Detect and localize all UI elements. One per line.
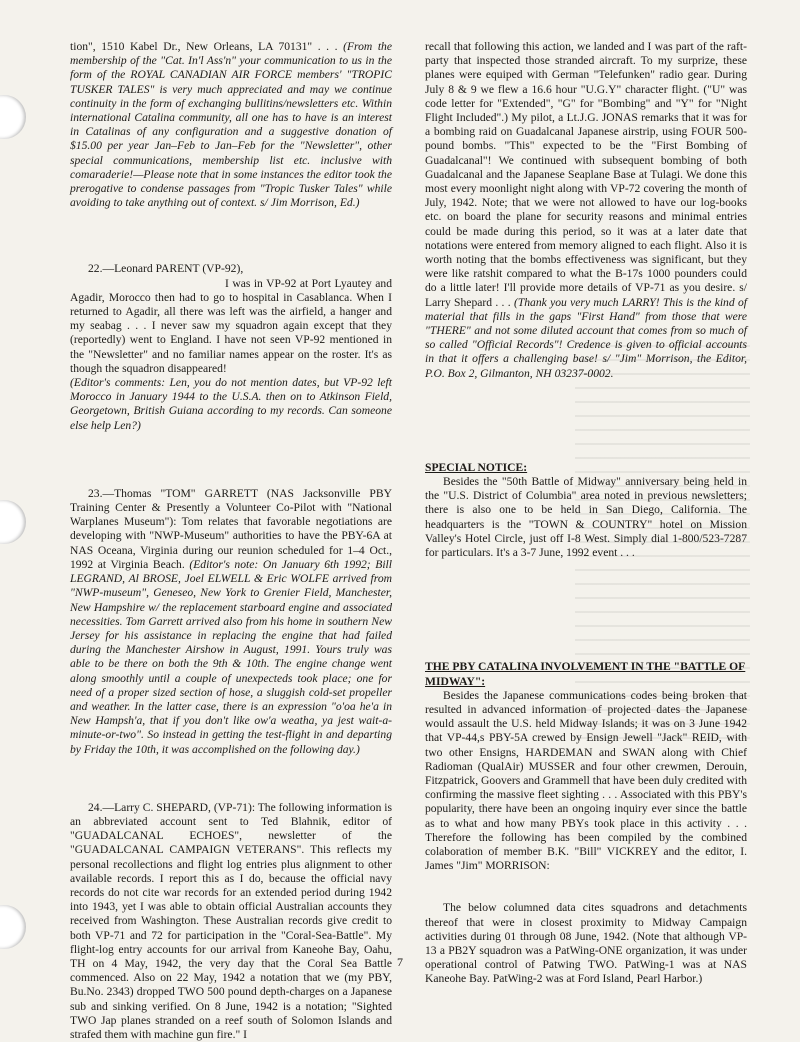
entry-24 <box>70 801 392 1042</box>
special-notice-body: Besides the "50th Battle of Midway" anniversary being held in the "U.S. District of Columbia" area noted in previous newsletters; there is also one to be held in San Diego, California. The headquarters is the "TOWN & COUNTRY" hotel on Mission Valley's Hotel Circle, just off I-8 West. Simply dial 1-800/523-7287 for particulars. It's a 3-7 June, 1992 event . . . <box>425 475 747 560</box>
midway-section <box>425 660 747 986</box>
entry-23 <box>70 487 392 757</box>
binder-hole-top <box>0 95 26 139</box>
special-notice-heading: SPECIAL NOTICE: <box>425 460 528 474</box>
page-number: 7 <box>397 955 403 969</box>
midway-heading: THE PBY CATALINA INVOLVEMENT IN THE "BATTLE OF MIDWAY": <box>425 660 746 688</box>
entry-24-continued <box>425 40 747 381</box>
binder-hole-bottom <box>0 905 26 949</box>
entry-22-heading: 22.—Leonard PARENT (VP-92), <box>88 262 244 276</box>
special-notice-section <box>425 461 747 560</box>
entry-24-body: 24.—Larry C. SHEPARD, (VP-71): The following information is an abbreviated account sent to Ted Blahnik, editor of "GUADALCANAL ECHOES", newsletter of the "GUADALCANAL CAMPAIGN VETERANS". This reflects my personal recollections and flight log entries plus alignment to other available records. I report this as I do, because the official navy records do not cite war records for an extended period during 1942 into 1943, yet I was able to obtain official Australian accounts they received from Washington. These Australian records give credit to both VP-71 and 72 for participation in the "Coral-Sea-Battle". My flight-log entry accounts for our arrival from Kaneohe Bay, Oahu, TH on 4 May, 1942, the very day that the Coral Sea Battle commenced. Also on 22 May, 1942 a notation that we (my PBY, Bu.No. 2343) dropped TWO 500 pound depth-charges on a Japanese sub and sinking verified. On 8 June, 1942 is a notation; "Sighted TWO Jap planes stranded on a reef south of Solomon Islands and strafed them with machine gun fire." I <box>70 800 393 1041</box>
entry-23-paragraph <box>70 487 392 757</box>
entry-22 <box>70 262 392 432</box>
left-column <box>70 40 392 1042</box>
right-column <box>425 40 747 987</box>
editor-note-tropic-tusker: (From the membership of the "Cat. In'l Ass'n" your communication to us in the form of the ROYAL CANADIAN AIR FORCE members' "TROPIC TUSKER TALES" is very much appreciated and may we continue continuity in the form of exchanging bullitins/newsletters etc. Within international Catalina community, all one has to have is an interest in Catalinas of any configuration and a suggestive donation of $15.00 per year Jan–Feb to Jan–Feb for the "Newsletter", other special communications, membership list etc. inclusive with comaraderie!—Please note that in some instances the editor took the prerogative to condense passages from "Tropic Tusker Tales" while avoiding to take anything out of context. s/ Jim Morrison, Ed.) <box>70 40 392 210</box>
entry-23-editor-note: (Editor's note: On January 6th 1992; Bill LEGRAND, Al BROSE, Joel ELWELL & Eric WOLFE arrived from "NWP-museum", Geneseo, New York to Grenier Field, Manchester, New Hampshire w/ the replacement starboard engine and associated necessities. Tom Garrett arrived also from his home in southern New Jersey for his assistance in replacing the engine that had failed during the Manchester Airshow in August, 1991. Yours truly was able to be there on both the 9th & 10th. The engine change went along smoothly until a couple of unexpecteds took place; one for need of a proper sized section of hose, a sluggish cold-set propeller and weather. In the latter case, there is an expression "o'oa he'a in New Hampsh'a, that if you don't like ow'a weatha, ya jest wait-a-minute-or-two". So instead in getting the test-flight in and departing by Friday the 10th, it was accomplished on the following day.) <box>70 557 392 756</box>
entry-22-body: I was in VP-92 at Port Lyautey and Agadir, Morocco then had to go to hospital in Casablanca. When I returned to Agadir, all there was left was the airfield, a hanger and my seabag . . . I never saw my squadron again except that they (reportedly) went to England. I have not seen VP-92 mentioned in the "Newsletter" and no familiar names appear on the roster. It's as though the squadron disappeared! <box>70 276 392 375</box>
midway-body-1: Besides the Japanese communications codes being broken that resulted in advanced information of projected dates the Japanese would assault the U.S. held Midway Islands; it was on 3 June 1942 that VP-44,s PBY-5A crewed by Ensign Jewell "Jack" REID, with two other Ensigns, HARDEMAN and SWAN along with Chief Radioman (QualAir) MUSSER and four other crewmen, Derouin, Fitzpatrick, Goovers and Grammell that have been duly credited with confirming the massive fleet sighting . . . Associated with this PBY's popularity, there have been an ongoing inquiry ever since the battle as to what and how many PBYs took place in this activity . . . Therefore the following has been compiled by the combined colaboration of member B.K. "Bill" VICKREY and the editor, I. James "Jim" MORRISON: <box>425 688 747 873</box>
entry-23-body: 23.—Thomas "TOM" GARRETT (NAS Jacksonville PBY Training Center & Presently a Volunteer Co-Pilot with "National Warplanes Museum"): Tom relates that favorable negotiations are developing with "NWP-Museum" authorities to have the PBY-6A at NAS Oceana, Virginia during our reunion scheduled for 1–4 Oct., 1992 at Virginia Beach. <box>70 486 392 571</box>
continued-entry <box>70 40 392 210</box>
continued-lead: tion", 1510 Kabel Dr., New Orleans, LA 70131" . . . <box>70 40 344 53</box>
entry-24-continued-body: recall that following this action, we landed and I was part of the raft-party that inspected those stranded aircraft. To my surprize, these planes were equiped with German "Telefunken" radio gear. During July 8 & 9 we flew a 16.6 hour "U.G.Y" character flight. ("U" was code letter for "Extended", "G" for "Bombing" and "Y" for "Night Flight Included".) My pilot, a Lt.J.G. JONAS remarks that it was for a bombing raid on Guadalcanal Japanese airstrip, using FOUR 500-pound bombs. "This" expected to be the "First Bombing of Guadalcanal"! We continued with subsequent bombing of both Guadalcanal and the Japanese Seaplane Base at Tulagi. We done this most every moonlight night along with VP-72 covering the month of July, 1942. Note; that we were not allowed to have our log-books etc. on board the plane for security reasons and minimal entries could be made during this period, so it was at a later date that notations were entered from memory aligned to each flight. Also it is worth noting that the bombs effectiveness was significant, but they were like ratshit compared to what the B-17s 1000 pounders could do a little later! I'll provide more details of VP-71 as you desire. s/ Larry Shepard . . . <box>425 40 747 309</box>
midway-body-2: The below columned data cites squadrons and detachments thereof that were in closest proximity to Midway Campaign activities during 01 through 08 June, 1942. (Note that although VP-13 a PB2Y squadron was a PatWing-ONE organization, it was under operational control of Patwing TWO. PatWing-1 was at NAS Kaneohe Bay. PatWing-2 was at Ford Island, Pearl Harbor.) <box>425 901 747 986</box>
entry-22-editor-note: (Editor's comments: Len, you do not mention dates, but VP-92 left Morocco in January 1944 to the U.S.A. then on to Atkinson Field, Georgetown, British Guiana according to my records. Can someone else help Len?) <box>70 376 392 432</box>
entry-24-editor-note: (Thank you very much LARRY! This is the kind of material that fills in the gaps "First Hand" from those that were "THERE" and not some diluted account that comes from so much of so called "Official Records"! Credence is given to official accounts in that it offers a challenging base! s/ "Jim" Morrison, the Editor, P.O. Box 2, Gilmanton, NH 03237-0002. <box>425 295 747 380</box>
binder-hole-middle <box>0 500 26 544</box>
